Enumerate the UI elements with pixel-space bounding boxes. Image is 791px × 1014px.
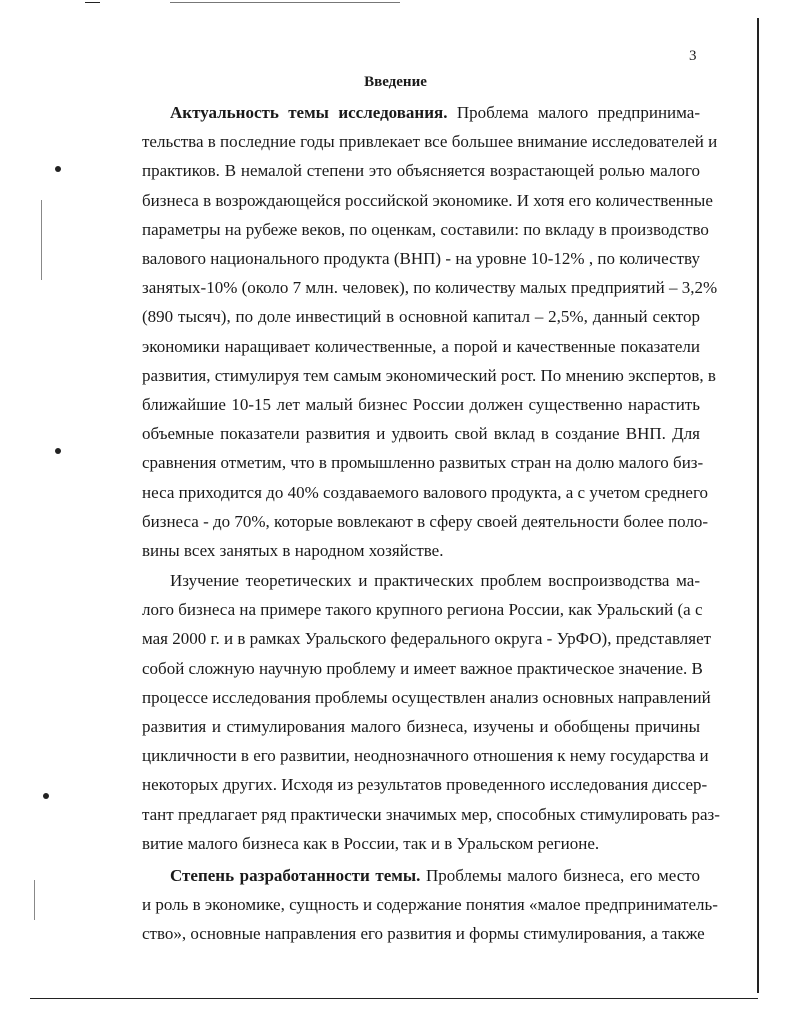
text-line xyxy=(142,278,718,298)
text-line xyxy=(142,629,712,649)
text-line xyxy=(142,834,700,854)
line-text: витие малого бизнеса как в России, так и в Уральском регионе. xyxy=(142,833,600,853)
line-text: Проблемы малого бизнеса, его место xyxy=(420,866,700,885)
text-line xyxy=(142,924,705,944)
hole-punch-mark xyxy=(55,166,61,172)
line-text: тельства в последние годы привлекает все большее внимание исследователей и xyxy=(142,132,718,152)
line-text: неса приходится до 40% создаваемого валового продукта, а с учетом среднего xyxy=(142,482,709,502)
line-text: процессе исследования проблемы осуществлен анализ основных направлений xyxy=(142,687,711,707)
line-text: бизнеса - до 70%, которые вовлекают в сферу своей деятельности более поло- xyxy=(142,511,709,531)
line-text: занятых-10% (около 7 млн. человек), по количеству малых предприятий – 3,2% xyxy=(142,278,718,298)
text-line xyxy=(142,395,700,415)
text-line xyxy=(142,775,708,795)
line-text: сравнения отметим, что в промышленно развитых стран на долю малого биз- xyxy=(142,453,704,473)
text-line xyxy=(142,161,700,181)
line-text: собой сложную научную проблему и имеет важное практическое значение. В xyxy=(142,658,703,678)
text-line xyxy=(170,571,700,591)
scan-edge-left xyxy=(41,200,42,280)
text-line xyxy=(142,804,720,825)
line-text: параметры на рубеже веков, по оценкам, составили: по вкладу в производство xyxy=(142,219,709,239)
page-number: 3 xyxy=(689,48,697,64)
line-text: ство», основные направления его развития и формы стимулирования, а также xyxy=(142,924,705,944)
paragraph-lead-heading: Степень разработанности темы. xyxy=(170,866,421,885)
text-line xyxy=(142,219,709,240)
paragraph-lead-heading: Актуальность темы исследования. xyxy=(170,103,448,122)
scan-edge-left xyxy=(34,880,35,920)
scan-edge-right xyxy=(757,18,759,993)
text-line xyxy=(142,511,709,532)
line-text: бизнеса в возрождающейся российской экономике. И хотя его количественные xyxy=(142,190,713,210)
line-text: экономики наращивает количественные, а порой и качественные показатели xyxy=(142,336,700,356)
line-text: развития и стимулирования малого бизнеса, изучены и обобщены причины xyxy=(142,717,700,736)
hole-punch-mark xyxy=(55,448,61,454)
text-line xyxy=(142,337,700,357)
line-text: объемные показатели развития и удвоить свой вклад в создание ВНП. Для xyxy=(142,424,700,444)
text-line xyxy=(142,600,703,620)
text-line xyxy=(170,103,700,123)
text-line xyxy=(142,746,709,766)
text-line xyxy=(142,190,713,211)
scan-edge-top xyxy=(85,2,100,3)
line-text: Изучение теоретических и практических проблем воспроизводства ма- xyxy=(170,571,700,590)
line-text: развития, стимулируя тем самым экономический рост. По мнению экспертов, в xyxy=(142,365,716,385)
hole-punch-mark xyxy=(43,793,49,799)
line-text: некоторых других. Исходя из результатов проведенного исследования диссер- xyxy=(142,775,708,795)
text-line xyxy=(142,249,700,269)
text-line xyxy=(142,424,700,444)
line-text: вины всех занятых в народном хозяйстве. xyxy=(142,541,444,560)
text-line xyxy=(142,541,700,561)
line-text: цикличности в его развитии, неоднозначного отношения к нему государства и xyxy=(142,746,709,766)
line-text: валового национального продукта (ВНП) - на уровне 10-12% , по количеству xyxy=(142,249,700,268)
line-text: мая 2000 г. и в рамках Уральского федерального округа - УрФО), представляет xyxy=(142,629,712,649)
line-text: Проблема малого предпринима- xyxy=(447,103,700,122)
text-line xyxy=(142,482,709,503)
text-line xyxy=(142,365,716,386)
text-line xyxy=(142,307,700,327)
line-text: тант предлагает ряд практически значимых мер, способных стимулировать раз- xyxy=(142,804,720,824)
text-line xyxy=(142,687,711,708)
section-title: Введение xyxy=(364,74,427,90)
text-line xyxy=(142,453,704,473)
scan-edge-bottom xyxy=(30,998,758,999)
text-line xyxy=(170,866,700,886)
line-text: (890 тысяч), по доле инвестиций в основной капитал – 2,5%, данный сектор xyxy=(142,307,700,327)
text-line xyxy=(142,895,718,915)
line-text: практиков. В немалой степени это объясняется возрастающей ролью малого xyxy=(142,161,700,181)
line-text: ближайшие 10-15 лет малый бизнес России должен существенно нарастить xyxy=(142,395,700,414)
text-line xyxy=(142,717,700,737)
line-text: и роль в экономике, сущность и содержание понятия «малое предприниматель- xyxy=(142,895,718,915)
text-line xyxy=(142,658,703,679)
line-text: лого бизнеса на примере такого крупного региона России, как Уральский (а с xyxy=(142,600,703,620)
text-line xyxy=(142,132,718,152)
scan-edge-top xyxy=(170,2,400,3)
